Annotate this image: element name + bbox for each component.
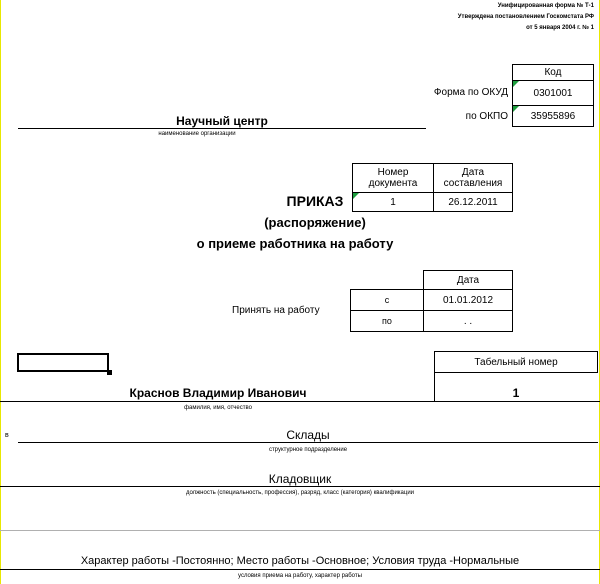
hire-from-value: 01.01.2012 [442,294,494,306]
org-underline [18,128,426,129]
codes-header-cell [512,64,594,81]
tab-number-header-cell [434,351,598,373]
hire-from-label-cell [350,289,424,311]
okpo-cell[interactable] [512,105,594,127]
conditions-caption: условия приема на работу, характер работы [238,573,362,579]
hire-label: Принять на работу [232,305,320,316]
form-header-line1: Унифицированная форма № Т-1 [497,3,594,9]
hire-date-header: Дата [456,274,480,286]
doc-number-header: Номер документа [368,167,418,189]
conditions-value[interactable]: Характер работы -Постоянно; Место работы -Основное; Условия труда -Нормальные [80,555,520,567]
doc-number-cell[interactable] [352,192,434,212]
okpo-value: 35955896 [530,110,576,122]
conditions-underline [0,569,600,570]
doc-date-header: Дата составления [443,167,503,189]
green-marker-icon [513,81,519,87]
okud-cell[interactable] [512,80,594,106]
position-value[interactable]: Кладовщик [268,472,332,486]
okud-label: Форма по ОКУД [433,87,508,98]
department-prefix: в [5,432,9,439]
doc-date-header-cell [433,163,513,193]
tab-number-value[interactable]: 1 [512,386,520,400]
department-underline [18,442,598,443]
okud-value: 0301001 [533,87,573,99]
org-name[interactable]: Научный центр [176,114,268,128]
form-header-line2: Утверждена постановлением Госкомстата РФ [457,14,594,20]
doc-subtitle: (распоряжение) [264,215,366,230]
okpo-label: по ОКПО [465,111,508,122]
green-marker-icon [513,106,519,112]
codes-header: Код [544,67,562,78]
fill-handle[interactable] [107,370,112,375]
empty-row-line [0,530,600,531]
org-caption: наименование организации [158,131,236,137]
hire-from-cell[interactable] [423,289,513,311]
hire-to-cell[interactable] [423,310,513,332]
doc-number-value: 1 [390,196,396,208]
cell-selection-cursor[interactable] [17,353,109,372]
department-caption: структурное подразделение [268,447,348,453]
doc-date-value: 26.12.2011 [448,196,498,208]
hire-from-label: с [384,294,390,305]
employee-underline [0,401,600,402]
hire-to-label-cell [350,310,424,332]
doc-about: о приеме работника на работу [196,236,394,251]
form-header-line3: от 5 января 2004 г. № 1 [526,25,594,31]
position-caption: должность (специальность, профессия), разряд, класс (категория) квалификации [185,490,415,496]
hire-to-value: . . [463,315,473,327]
doc-date-cell[interactable] [433,192,513,212]
doc-title: ПРИКАЗ [286,193,344,209]
doc-number-header-cell [352,163,434,193]
employee-caption: фамилия, имя, отчество [184,405,252,411]
employee-name[interactable]: Краснов Владимир Иванович [129,386,307,400]
position-underline [0,486,600,487]
hire-date-header-cell [423,270,513,290]
hire-to-label: по [382,315,392,326]
department-value[interactable]: Склады [286,428,330,442]
green-marker-icon [353,193,359,199]
tab-number-header: Табельный номер [474,356,558,368]
